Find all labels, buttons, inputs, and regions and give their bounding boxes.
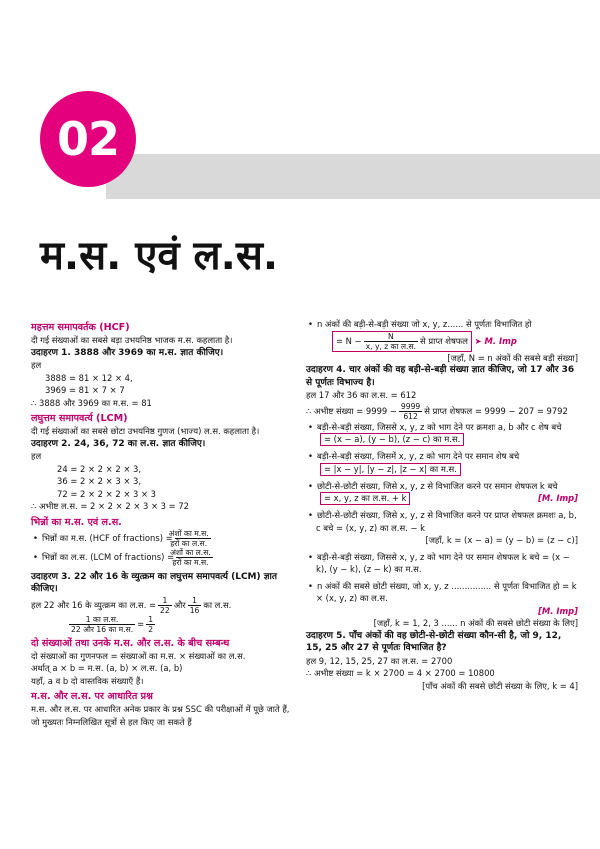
example-3-fraction-2-num: 1 [188, 596, 202, 606]
example-5-label: उदाहरण 5. [306, 630, 346, 641]
chapter-badge [40, 91, 136, 187]
rule-1-formula [332, 331, 472, 352]
fraction-lcm-denominator: हरों का म.स. [172, 557, 209, 567]
rule-4-formula: = x, y, z का ल.स. + k [320, 492, 410, 505]
example-2-text: 24, 36, 72 का ल.स. ज्ञात कीजिए। [73, 438, 206, 449]
rule-6-text: • बड़ी-से-बड़ी संख्या, जिससे x, y, z को भाग देने पर समान शेषफल k बचे = (x − k), (y − k), (z − k) का म.स. [306, 551, 578, 576]
example-3-text: 22 और 16 के व्युत्क्रम का लघुत्तम समापवर्त्य (LCM) ज्ञात कीजिए। [31, 571, 277, 594]
left-column [31, 318, 293, 728]
rule-1-formula-line [306, 331, 578, 352]
rule-3-text: • बड़ी-से-बड़ी संख्या, जिसमें x, y, z को भाग देने पर समान शेष बचे [306, 450, 578, 463]
example-3-solution-b: का ल.स. [203, 599, 232, 610]
rule-5-note: [जहाँ, k = (x − a) = (y − b) = (z − c)] [425, 535, 578, 545]
fraction-lcm-text: भिन्नों का ल.स. (LCM of fractions) = [41, 551, 175, 562]
example-2-label: उदाहरण 2. [31, 438, 71, 449]
rule-4-text: • छोटी-से-छोटी संख्या, जिसे x, y, z से विभाजित करने पर समान शेषफल k बचे [306, 480, 578, 493]
example-2-solution-label: हल [31, 451, 42, 461]
fraction-heading: भिन्नों का म.स. एवं ल.स. [31, 516, 122, 528]
example-3-fraction-4 [146, 615, 155, 634]
header-band [106, 154, 600, 199]
example-1-text: 3888 और 3969 का म.स. ज्ञात कीजिए। [73, 347, 224, 358]
example-4-line-1: हल 17 और 36 का ल.स. = 612 [306, 390, 417, 400]
chapter-number: 02 [56, 112, 119, 166]
example-3-fraction-3-num: 1 का ल.स. [69, 615, 135, 625]
example-1 [31, 347, 293, 360]
example-3-solution-a: हल 22 और 16 के व्युत्क्रम का ल.स. = [31, 599, 157, 610]
example-5 [306, 630, 578, 655]
relation-line-3: यहाँ, a व b दो वास्तविक संख्याएँ हैं। [31, 675, 144, 686]
example-3-fraction-2 [188, 596, 202, 615]
rule-1-text: • n अंकों की बड़ी-से-बड़ी संख्या जो x, y, z...... से पूर्णतः विभाजित हो [306, 318, 578, 331]
example-1-solution-label: हल [31, 360, 42, 370]
rule-7-note: [जहाँ, k = 1, 2, 3 ...... n अंकों की सबसे छोटी संख्या के लिए] [373, 618, 578, 628]
rule-1-imp-tag: ➤ M. Imp [474, 335, 517, 346]
example-4-fraction-den: 612 [403, 411, 418, 421]
rule-1-fraction-den: x, y, z का ल.स. [365, 341, 416, 351]
example-2-line-3: 72 = 2 × 2 × 2 × 3 × 3 [57, 488, 157, 499]
example-2-line-2: 36 = 2 × 2 × 3 × 3, [57, 476, 141, 486]
based-questions-heading: म.स. और ल.स. पर आधारित प्रश्न [31, 691, 153, 702]
fraction-hcf-denominator: हरों का ल.स. [170, 538, 208, 548]
fraction-lcm-rule [31, 548, 293, 567]
example-5-line-1: हल 9, 12, 15, 25, 27 का ल.स. = 2700 [306, 655, 453, 666]
example-3-fraction-1-num: 1 [158, 596, 172, 606]
rule-4-imp-tag: [M. Imp] [538, 493, 578, 503]
rule-3-formula-line [306, 463, 578, 476]
example-5-text: पाँच अंकों की वह छोटी-से-छोटी संख्या कौन-सी है, जो 9, 12, 15, 25 और 27 से पूर्णतः विभाजित है? [306, 630, 562, 653]
rule-1-fraction [364, 332, 418, 351]
example-1-line-2: 3969 = 81 × 7 × 7 [45, 385, 125, 395]
example-3-and: और [173, 599, 186, 610]
rule-2-formula: = (x − a), (y − b), (z − c) का म.स. [320, 433, 464, 446]
example-4-text: चार अंकों की वह बड़ी-से-बड़ी संख्या ज्ञात कीजिए, जो 17 और 36 से पूर्णतः विभाज्य है। [306, 365, 575, 388]
fraction-lcm-formula [170, 547, 213, 567]
example-1-line-3: ∴ 3888 और 3969 का म.स. = 81 [31, 397, 152, 408]
rule-3-formula: = |x − y|, |y − z|, |z − x| का म.स. [320, 463, 461, 476]
example-3 [31, 571, 293, 596]
example-2 [31, 438, 293, 451]
example-4-fraction-num: 9999 [400, 401, 421, 411]
example-3-result [31, 615, 293, 634]
example-4-line-2 [306, 402, 578, 421]
example-3-label: उदाहरण 3. [31, 571, 71, 582]
rule-2-formula-line [306, 433, 578, 446]
lcm-definition: दी गई संख्याओं का सबसे छोटा उभयनिष्ठ गुणज (भाज्य) ल.स. कहलाता है। [31, 426, 260, 436]
rule-1-fraction-num: N [364, 332, 418, 342]
example-3-solution [31, 596, 293, 615]
example-4-fraction [399, 402, 422, 421]
example-5-note: [पाँच अंकों की सबसे छोटी संख्या के लिए, k = 4] [422, 680, 578, 691]
example-3-fraction-4-den: 2 [148, 624, 154, 634]
rule-7-text: • n अंकों की सबसे छोटी संख्या, जो x, y, z ............... से पूर्णतः विभाजित हो = k × (x, y, z) का ल.स. [306, 580, 578, 605]
fraction-hcf-text: भिन्नों का म.स. (HCF of fractions) = [41, 532, 173, 543]
example-5-line-2: ∴ अभीष्ट संख्या = k × 2700 = 4 × 2700 = 10800 [306, 668, 495, 678]
rule-7-imp-tag: [M. Imp] [538, 605, 578, 616]
example-4-line-2-b: से प्राप्त शेषफल = 9999 − 207 = 9792 [424, 405, 568, 416]
lcm-heading: लघुत्तम समापवर्त्य (LCM) [31, 413, 128, 424]
example-4-label: उदाहरण 4. [306, 365, 346, 375]
example-2-line-4: ∴ अभीष्ट ल.स. = 2 × 2 × 2 × 3 × 3 = 72 [31, 501, 190, 511]
rule-4-formula-line [306, 492, 578, 505]
rule-1-formula-b: से प्राप्त शेषफल [420, 335, 468, 346]
hcf-definition: दी गई संख्याओं का सबसे बड़ा उभयनिष्ठ भाजक म.स. कहलाता है। [31, 335, 233, 345]
example-3-fraction-4-num: 1 [148, 614, 154, 624]
right-column [306, 318, 578, 692]
example-4 [306, 364, 578, 389]
rule-7-imp-line [306, 605, 578, 618]
based-questions-text: म.स. और ल.स. पर आधारित अनेक प्रकार के प्रश्न SSC की परीक्षाओं में पूछे जाते हैं, जो मुख्यतः निम्नलिखित सूत्रों से हल किए जा सकते हैं [31, 704, 290, 727]
rule-1-note: [जहाँ, N = n अंकों की सबसे बड़ी संख्या] [447, 352, 578, 363]
example-1-label: उदाहरण 1. [31, 347, 71, 358]
example-3-equals: = [137, 618, 145, 629]
rule-2-text: • बड़ी-से-बड़ी संख्या, जिससे x, y, z को भाग देने पर क्रमशः a, b और c शेष बचे [306, 421, 578, 434]
example-2-line-1: 24 = 2 × 2 × 2 × 3, [57, 463, 141, 474]
example-1-line-1: 3888 = 81 × 12 × 4, [45, 372, 133, 383]
fraction-hcf-rule [31, 529, 293, 548]
fraction-hcf-formula [168, 528, 211, 548]
example-3-fraction-3-den: 22 और 16 का म.स. [71, 624, 134, 634]
example-3-fraction-2-den: 16 [189, 605, 200, 615]
relation-line-1: दो संख्याओं का गुणनफल = संख्याओं का म.स. × संख्याओं का ल.स. [31, 650, 246, 661]
fraction-lcm-numerator: अंशों का ल.स. [170, 547, 211, 557]
relation-line-2: अर्थात् a × b = म.स. (a, b) × ल.स. (a, b) [31, 663, 183, 673]
example-3-fraction-3 [69, 615, 135, 634]
rule-1-formula-a: = N − [336, 335, 362, 346]
example-3-fraction-1 [158, 596, 172, 615]
hcf-heading: महत्तम समापवर्तक (HCF) [31, 322, 130, 333]
example-3-fraction-1-den: 22 [160, 605, 170, 615]
example-4-line-2-a: ∴ अभीष्ट संख्या = 9999 − [306, 405, 397, 416]
rule-5-text: • छोटी-से-छोटी संख्या, जिसे x, y, z से विभाजित करने पर प्राप्त शेषफल क्रमशः a, b, c बचे = (x, y, z) का ल.स. − k [306, 509, 578, 534]
relation-heading: दो संख्याओं तथा उनके म.स. और ल.स. के बीच सम्बन्ध [31, 637, 230, 649]
chapter-title: म.स. एवं ल.स. [40, 233, 279, 279]
fraction-hcf-numerator: अंशों का म.स. [168, 528, 209, 538]
